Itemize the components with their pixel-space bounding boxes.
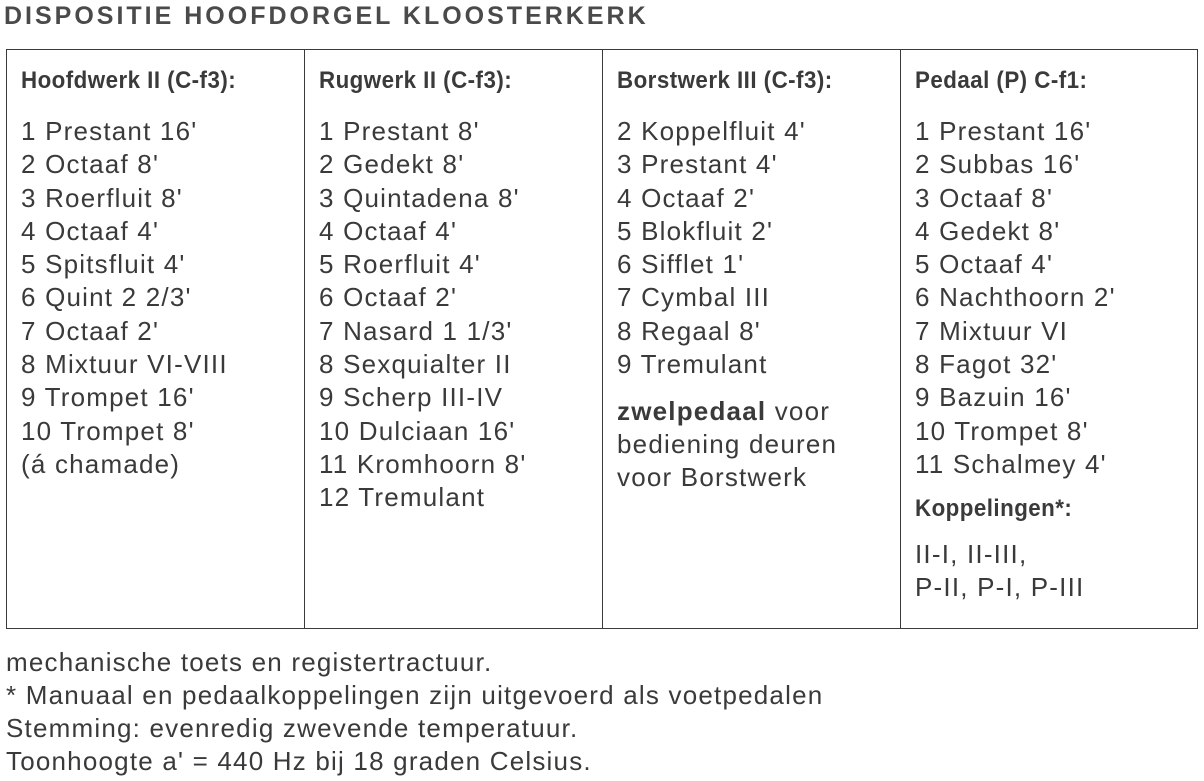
stop-item: 4 Octaaf 4' [21,215,160,246]
swell-pedal-note-line: bediening deuren [617,429,838,460]
swell-pedal-note [617,395,900,494]
stop-item: 12 Tremulant [319,482,486,513]
column-borstwerk [603,50,901,628]
stop-list-rugwerk [319,115,602,515]
stop-item: 10 Trompet 8' [21,415,195,446]
stop-item: 6 Sifflet 1' [617,249,745,280]
column-header-borstwerk: Borstwerk III (C-f3): [617,67,833,94]
swell-pedal-note-line [617,395,900,428]
footer-line: Stemming: evenredig zwevende temperatuur. [6,713,579,743]
couplers-line: P-II, P-I, P-III [915,572,1085,603]
column-header-pedaal: Pedaal (P) C-f1: [915,67,1088,94]
stop-list-hoofdwerk [21,115,304,481]
swell-pedal-term: zwelpedaal [617,396,767,427]
stop-item: 8 Fagot 32' [915,349,1058,380]
stop-item: 9 Bazuin 16' [915,382,1072,413]
stop-item: 10 Trompet 8' [915,415,1089,446]
couplers-list [915,538,1197,604]
stop-item: 9 Tremulant [617,349,768,380]
stop-item: 8 Mixtuur VI-VIII [21,349,228,380]
column-hoofdwerk [7,50,305,628]
couplers-heading: Koppelingen*: [915,495,1073,523]
stop-item: 10 Dulciaan 16' [319,415,516,446]
stop-item: 7 Mixtuur VI [915,315,1069,346]
stop-item: 8 Regaal 8' [617,315,761,346]
stop-item: (á chamade) [21,448,181,479]
footer-line: mechanische toets en registertractuur. [6,647,493,677]
column-header-rugwerk: Rugwerk II (C-f3): [319,67,513,94]
stop-item: 3 Quintadena 8' [319,182,520,213]
column-header-hoofdwerk: Hoofdwerk II (C-f3): [21,67,237,94]
footer-line: * Manuaal en pedaalkoppelingen zijn uitgevoerd als voetpedalen [6,680,824,710]
stop-item: 2 Octaaf 8' [21,149,160,180]
stop-item: 7 Nasard 1 1/3' [319,315,513,346]
stop-list-borstwerk [617,115,900,381]
stop-item: 2 Subbas 16' [915,149,1081,180]
stop-item: 5 Octaaf 4' [915,249,1054,280]
stop-item: 5 Blokfluit 2' [617,215,774,246]
stop-item: 9 Trompet 16' [21,382,195,413]
swell-pedal-note-line: voor Borstwerk [617,462,808,493]
stop-item: 11 Schalmey 4' [915,448,1107,479]
stop-item: 3 Roerfluit 8' [21,182,183,213]
stop-item: 3 Octaaf 8' [915,182,1054,213]
stop-item: 2 Gedekt 8' [319,149,465,180]
stop-item: 5 Spitsfluit 4' [21,249,186,280]
stop-item: 6 Octaaf 2' [319,282,458,313]
stop-item: 2 Koppelfluit 4' [617,116,806,146]
stop-item: 7 Cymbal III [617,282,771,313]
stop-item: 4 Octaaf 4' [319,215,458,246]
footer-line: Toonhoogte a' = 440 Hz bij 18 graden Celsius. [6,746,592,776]
stop-item: 9 Scherp III-IV [319,382,504,413]
stop-item: 4 Gedekt 8' [915,215,1061,246]
stop-item: 4 Octaaf 2' [617,182,756,213]
stop-item: 8 Sexquialter II [319,349,512,380]
column-rugwerk [305,50,603,628]
disposition-table [6,49,1198,629]
stop-item: 1 Prestant 8' [319,116,480,146]
page-title: DISPOSITIE HOOFDORGEL KLOOSTERKERK [4,2,649,30]
stop-item: 1 Prestant 16' [915,116,1092,146]
stop-list-pedaal [915,115,1197,481]
stop-item: 6 Quint 2 2/3' [21,282,192,313]
stop-item: 11 Kromhoorn 8' [319,448,527,479]
stop-item: 5 Roerfluit 4' [319,249,481,280]
couplers-line: II-I, II-III, [915,539,1028,570]
stop-item: 3 Prestant 4' [617,149,778,180]
footer-notes [6,646,823,778]
swell-pedal-note-rest: voor [766,396,831,427]
stop-item: 1 Prestant 16' [21,116,198,146]
column-pedaal [901,50,1197,628]
stop-item: 6 Nachthoorn 2' [915,282,1116,313]
stop-item: 7 Octaaf 2' [21,315,160,346]
